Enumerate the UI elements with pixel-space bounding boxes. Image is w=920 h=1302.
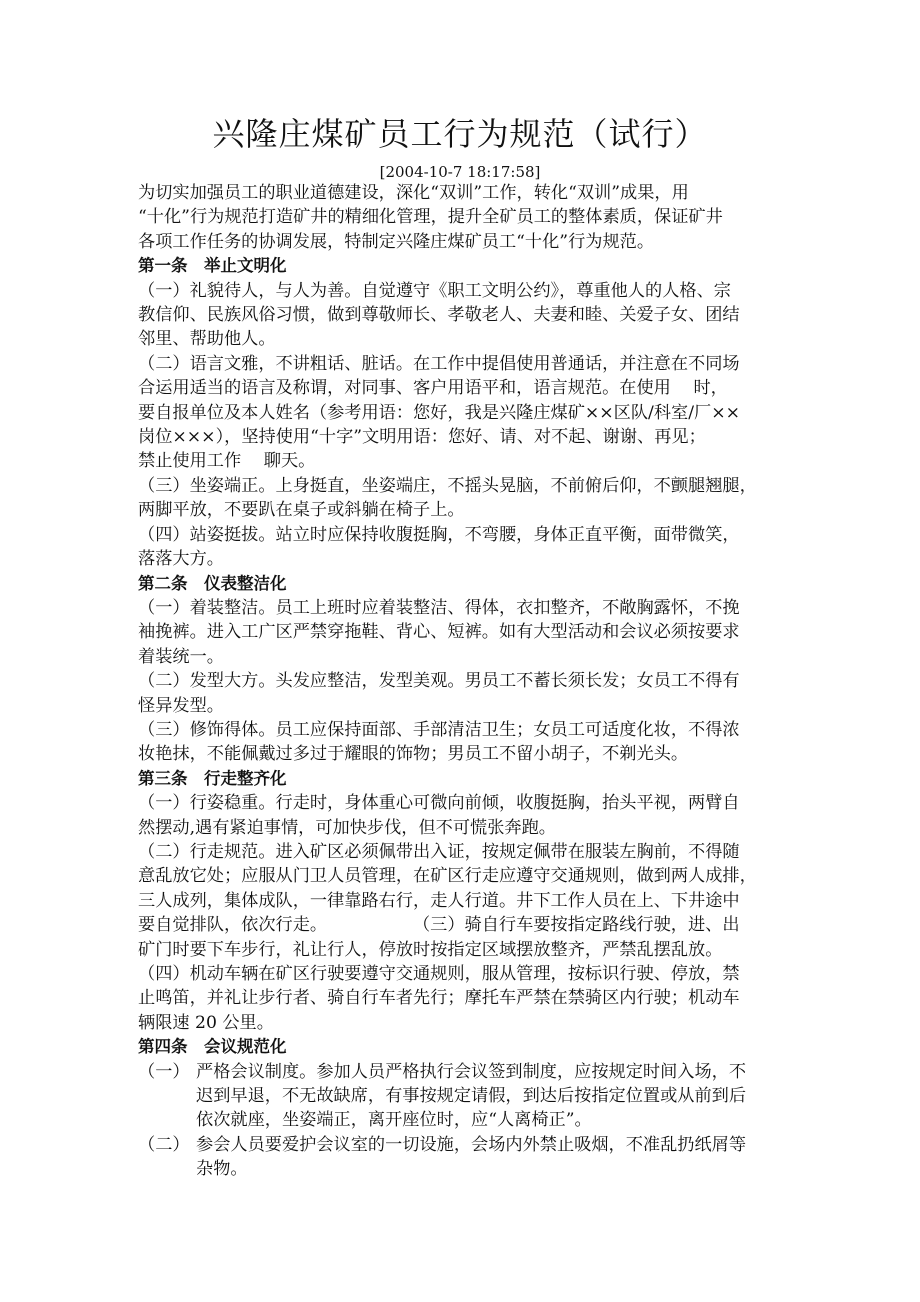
article-line: （二）发型大方。头发应整洁，发型美观。男员工不蓄长须长发；女员工不得有: [138, 671, 740, 692]
intro-line: 为切实加强员工的职业道德建设，深化“双训”工作，转化“双训”成果，用: [138, 183, 689, 203]
document-body: [138, 181, 786, 1182]
article-line: 矿门时要下车步行，礼让行人，停放时按指定区域摆放整齐，严禁乱摆乱放。: [138, 939, 723, 960]
clause-line: 依次就座，坐姿端正，离开座位时，应“人离椅正”。: [196, 1110, 592, 1131]
article-line: 两脚平放，不要趴在桌子或斜躺在椅子上。: [138, 500, 465, 521]
article-line: 落落大方。: [138, 549, 224, 570]
article-line: 怪异发型。: [138, 695, 224, 716]
article-line: 合运用适当的语言及称谓，对同事、客户用语平和，语言规范。在使用 时，: [138, 378, 728, 399]
article-heading: 第三条 行走整齐化: [138, 768, 287, 788]
publish-date: [2004-10-7 18:17:58]: [379, 163, 541, 181]
clause-first-line: [138, 1133, 786, 1157]
article-line: （一）着装整洁。员工上班时应着装整洁、得体，衣扣整齐，不敞胸露怀，不挽: [138, 597, 740, 618]
clause-line: 迟到早退，不无故缺席，有事按规定请假，到达后按指定位置或从前到后: [196, 1086, 747, 1107]
document-title: 兴隆庄煤矿员工行为规范（试行）: [212, 115, 708, 153]
article-line: 要自觉排队，依次行走。 （三）骑自行车要按指定路线行驶，进、出: [138, 915, 740, 936]
article-line: 要自报单位及本人姓名（参考用语：您好，我是兴隆庄煤矿××区队/科室/厂××: [138, 402, 741, 423]
article-line: 止鸣笛，并礼让步行者、骑自行车者先行；摩托车严禁在禁骑区内行驶；机动车: [138, 988, 740, 1009]
article-line: 袖挽裤。进入工广区严禁穿拖鞋、背心、短裤。如有大型活动和会议必须按要求: [138, 622, 740, 643]
clause-first-line: [138, 1060, 786, 1084]
article-line: 然摆动,遇有紧迫事情，可加快步伐，但不可慌张奔跑。: [138, 817, 556, 838]
article-line: 教信仰、民族风俗习惯，做到尊敬师长、孝敬老人、夫妻和睦、关爱子女、团结: [138, 305, 740, 326]
article-heading: 第一条 举止文明化: [138, 256, 287, 276]
article-line: 妆艳抹，不能佩戴过多过于耀眼的饰物；男员工不留小胡子，不剃光头。: [138, 744, 689, 765]
article-line: （二）行走规范。进入矿区必须佩带出入证，按规定佩带在服装左胸前，不得随: [138, 841, 740, 862]
article-heading: 第二条 仪表整洁化: [138, 573, 287, 593]
intro-line: 各项工作任务的协调发展，特制定兴隆庄煤矿员工“十化”行为规范。: [138, 231, 655, 252]
article-line: 岗位×××），坚持使用“十字”文明用语：您好、请、对不起、谢谢、再见；: [138, 427, 706, 448]
article-line: 着装统一。: [138, 646, 224, 667]
clause-text: 严格会议制度。参加人员严格执行会议签到制度，应按规定时间入场，不: [196, 1061, 747, 1082]
article-line: 邻里、帮助他人。: [138, 329, 276, 350]
clause-text: 参会人员要爱护会议室的一切设施，会场内外禁止吸烟，不准乱扔纸屑等: [196, 1134, 747, 1155]
article-line: 意乱放它处；应服从门卫人员管理，在矿区行走应遵守交通规则，做到两人成排，: [138, 866, 757, 887]
clause-label: （二）: [138, 1134, 190, 1155]
intro-line: “十化”行为规范打造矿井的精细化管理，提升全矿员工的整体素质，保证矿井: [138, 207, 723, 228]
article-line: 禁止使用工作 聊天。: [138, 451, 316, 472]
article-line: （四）机动车辆在矿区行驶要遵守交通规则，服从管理，按标识行驶、停放，禁: [138, 964, 740, 984]
clause-line: 杂物。: [196, 1159, 248, 1180]
article-line: （一）行姿稳重。行走时，身体重心可微向前倾，收腹挺胸，抬头平视，两臂自: [138, 793, 740, 814]
article-line: 辆限速 20 公里。: [138, 1012, 274, 1033]
article-line: （一）礼貌待人，与人为善。自觉遵守《职工文明公约》，尊重他人的人格、宗: [138, 280, 731, 301]
article-line: （二）语言文雅，不讲粗话、脏话。在工作中提倡使用普通话，并注意在不同场: [138, 353, 740, 374]
article-heading: 第四条 会议规范化: [138, 1037, 287, 1057]
article-line: （三）修饰得体。员工应保持面部、手部清洁卫生；女员工可适度化妆，不得浓: [138, 719, 740, 740]
clause-label: （一）: [138, 1061, 190, 1082]
article-line: （三）坐姿端正。上身挺直，坐姿端庄，不摇头晃脑，不前俯后仰，不颤腿翘腿，: [138, 475, 757, 496]
article-line: （四）站姿挺拔。站立时应保持收腹挺胸，不弯腰，身体正直平衡，面带微笑，: [138, 524, 740, 545]
article-line: 三人成列，集体成队，一律靠路右行，走人行道。井下工作人员在上、下井途中: [138, 890, 740, 911]
